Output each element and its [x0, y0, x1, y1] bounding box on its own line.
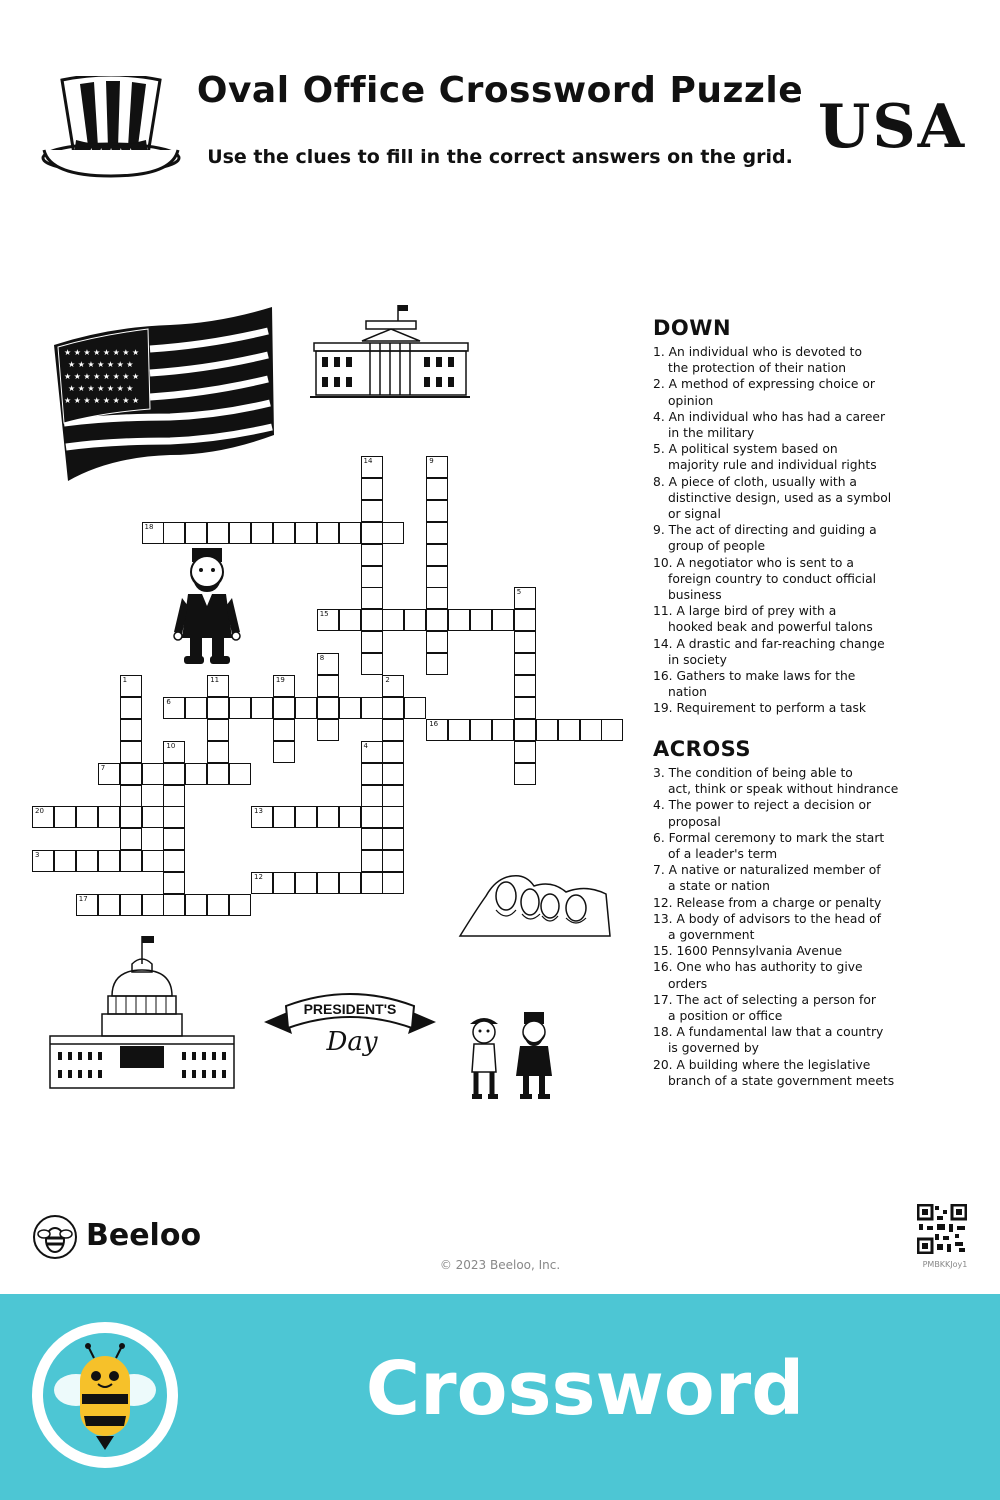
usa-marquee-text: USA [818, 92, 967, 162]
svg-text:★ ★ ★ ★ ★ ★ ★ ★: ★ ★ ★ ★ ★ ★ ★ ★ [64, 396, 140, 405]
crossword-cell[interactable] [382, 719, 404, 741]
clue-number: 7 [100, 763, 106, 772]
clue-number: 14 [363, 457, 373, 465]
crossword-cell[interactable] [295, 872, 317, 894]
clue-line: 17. The act of selecting a person for [653, 992, 876, 1007]
crossword-cell[interactable] [361, 587, 383, 609]
crossword-cell[interactable] [361, 785, 383, 807]
crossword-cell[interactable] [251, 872, 273, 894]
crossword-cell[interactable] [229, 763, 251, 785]
clue-line: in society [668, 652, 727, 667]
crossword-cell[interactable] [295, 522, 317, 544]
crossword-cell[interactable] [185, 894, 207, 916]
crossword-cell[interactable] [163, 806, 185, 828]
crossword-cell[interactable] [207, 675, 229, 697]
crossword-cell[interactable] [142, 522, 164, 544]
crossword-cell[interactable] [404, 697, 426, 719]
across-clue [653, 1024, 953, 1056]
crossword-cell[interactable] [185, 522, 207, 544]
crossword-cell[interactable] [295, 697, 317, 719]
footer-brand-name: Beeloo [86, 1218, 202, 1253]
crossword-cell[interactable] [76, 850, 98, 872]
crossword-cell[interactable] [382, 741, 404, 763]
clue-line: foreign country to conduct official [668, 571, 877, 586]
qr-code-label: PMBKKJoy1 [922, 1260, 968, 1269]
clue-number: 1 [122, 676, 128, 684]
crossword-cell[interactable] [361, 872, 383, 894]
down-clue [653, 441, 953, 473]
across-clue [653, 830, 953, 862]
clue-number: 6 [166, 697, 171, 706]
clue-line: 10. A negotiator who is sent to a [653, 555, 854, 570]
clue-line: 11. A large bird of prey with a [653, 604, 837, 619]
crossword-cell[interactable] [32, 850, 54, 872]
clue-line: 18. A fundamental law that a country [653, 1025, 884, 1040]
crossword-cell[interactable] [580, 719, 602, 741]
crossword-cell[interactable] [361, 609, 383, 631]
across-clue [653, 1057, 953, 1089]
crossword-cell[interactable] [76, 806, 98, 828]
crossword-cell[interactable] [207, 522, 229, 544]
crossword-cell[interactable] [142, 763, 164, 785]
crossword-cell[interactable] [426, 456, 448, 478]
crossword-cell[interactable] [361, 544, 383, 566]
crossword-cell[interactable] [339, 522, 361, 544]
clue-number: 11 [210, 676, 220, 684]
clue-number: 13 [254, 807, 263, 816]
crossword-cell[interactable] [163, 850, 185, 872]
crossword-cell[interactable] [426, 653, 448, 675]
down-clues-section [653, 316, 953, 717]
crossword-cell[interactable] [339, 872, 361, 894]
crossword-cell[interactable] [317, 872, 339, 894]
down-clue [653, 522, 953, 554]
crossword-cell[interactable] [426, 478, 448, 500]
page-subtitle: Use the clues to fill in the correct answers on the grid. [207, 146, 793, 168]
crossword-cell[interactable] [54, 806, 76, 828]
crossword-cell[interactable] [361, 763, 383, 785]
clue-line: 4. The power to reject a decision or [653, 798, 872, 813]
clue-line: 15. 1600 Pennsylvania Avenue [653, 944, 843, 959]
crossword-cell[interactable] [295, 806, 317, 828]
clue-line: 6. Formal ceremony to mark the start [653, 830, 885, 845]
crossword-cell[interactable] [426, 566, 448, 588]
crossword-cell[interactable] [470, 609, 492, 631]
clue-line: nation [668, 685, 707, 700]
crossword-cell[interactable] [32, 806, 54, 828]
clue-number: 4 [363, 741, 368, 750]
svg-text:★ ★ ★ ★ ★ ★ ★: ★ ★ ★ ★ ★ ★ ★ [68, 360, 134, 369]
clue-number: 9 [429, 457, 434, 465]
clue-line: is governed by [668, 1041, 759, 1056]
banner-script: Day [326, 1027, 378, 1057]
clue-number: 3 [35, 851, 40, 860]
crossword-cell[interactable] [317, 719, 339, 741]
crossword-cell[interactable] [339, 806, 361, 828]
down-clue [653, 700, 953, 716]
crossword-cell[interactable] [317, 675, 339, 697]
presidents-figures-icon [462, 1010, 558, 1102]
clue-line: in the military [668, 426, 755, 441]
clue-line: a position or office [668, 1009, 783, 1024]
crossword-cell[interactable] [382, 697, 404, 719]
crossword-cell[interactable] [142, 850, 164, 872]
crossword-cell[interactable] [382, 850, 404, 872]
crossword-cell[interactable] [382, 785, 404, 807]
crossword-cell[interactable] [448, 609, 470, 631]
across-clue [653, 992, 953, 1024]
crossword-cell[interactable] [163, 741, 185, 763]
crossword-cell[interactable] [361, 828, 383, 850]
copyright-text: © 2023 Beeloo, Inc. [439, 1258, 561, 1272]
crossword-cell[interactable] [163, 697, 185, 719]
clue-line: a government [668, 928, 755, 943]
down-clue [653, 668, 953, 700]
crossword-cell[interactable] [120, 785, 142, 807]
crossword-cell[interactable] [361, 456, 383, 478]
clue-line: 3. The condition of being able to [653, 766, 853, 780]
crossword-cell[interactable] [382, 828, 404, 850]
across-clue [653, 765, 953, 797]
clue-line: act, think or speak without hindrance [668, 782, 899, 797]
crossword-cell[interactable] [185, 763, 207, 785]
beeloo-logo-icon [32, 1214, 78, 1260]
crossword-cell[interactable] [207, 894, 229, 916]
clue-line: 7. A native or naturalized member of [653, 863, 881, 878]
crossword-cell[interactable] [470, 719, 492, 741]
crossword-cell[interactable] [514, 631, 536, 653]
crossword-cell[interactable] [426, 544, 448, 566]
clue-line: 2. A method of expressing choice or [653, 377, 875, 392]
crossword-cell[interactable] [426, 631, 448, 653]
clue-line: 20. A building where the legislative [653, 1057, 871, 1072]
crossword-cell[interactable] [536, 719, 558, 741]
crossword-cell[interactable] [273, 522, 295, 544]
across-clue [653, 895, 953, 911]
clue-line: 9. The act of directing and guiding a [653, 523, 877, 538]
crossword-cell[interactable] [514, 609, 536, 631]
down-clue [653, 409, 953, 441]
clue-number: 5 [516, 588, 522, 597]
clue-line: 13. A body of advisors to the head of [653, 911, 882, 926]
crossword-cell[interactable] [361, 478, 383, 500]
crossword-cell[interactable] [229, 697, 251, 719]
banner-title: Crossword [365, 1346, 805, 1432]
clue-line: 16. Gathers to make laws for the [653, 669, 856, 684]
crossword-cell[interactable] [120, 675, 142, 697]
clue-line: majority rule and individual rights [668, 458, 877, 473]
crossword-cell[interactable] [98, 894, 120, 916]
crossword-cell[interactable] [426, 500, 448, 522]
clue-line: business [668, 588, 722, 603]
crossword-cell[interactable] [514, 763, 536, 785]
crossword-cell[interactable] [98, 806, 120, 828]
crossword-cell[interactable] [120, 894, 142, 916]
svg-text:★ ★ ★ ★ ★ ★ ★ ★: ★ ★ ★ ★ ★ ★ ★ ★ [64, 348, 140, 357]
qr-code-icon [917, 1204, 967, 1254]
crossword-cell[interactable] [426, 522, 448, 544]
across-clue [653, 911, 953, 943]
crossword-cell[interactable] [382, 806, 404, 828]
page-title: Oval Office Crossword Puzzle [196, 70, 804, 111]
crossword-cell[interactable] [142, 894, 164, 916]
clue-line: 14. A drastic and far-reaching change [653, 636, 885, 651]
across-clue [653, 862, 953, 894]
clue-line: or signal [668, 507, 721, 522]
down-clue [653, 344, 953, 376]
clue-line: 12. Release from a charge or penalty [653, 895, 882, 910]
crossword-cell[interactable] [382, 609, 404, 631]
down-heading: DOWN [653, 316, 732, 340]
crossword-cell[interactable] [163, 763, 185, 785]
clue-number: 8 [319, 654, 325, 663]
clue-line: 19. Requirement to perform a task [653, 701, 867, 716]
across-clue [653, 943, 953, 959]
clue-line: of a leader's term [668, 847, 778, 862]
clue-number: 16 [429, 719, 439, 728]
across-heading: ACROSS [653, 737, 751, 761]
crossword-cell[interactable] [120, 697, 142, 719]
crossword-cell[interactable] [361, 566, 383, 588]
crossword-cell[interactable] [76, 894, 98, 916]
clue-number: 20 [35, 807, 44, 816]
crossword-cell[interactable] [426, 609, 448, 631]
crossword-cell[interactable] [339, 609, 361, 631]
crossword-cell[interactable] [317, 609, 339, 631]
crossword-cell[interactable] [382, 872, 404, 894]
clue-line: 5. A political system based on [653, 442, 838, 457]
crossword-cell[interactable] [251, 697, 273, 719]
down-clue [653, 555, 953, 604]
down-clue [653, 636, 953, 668]
crossword-cell[interactable] [207, 741, 229, 763]
across-clue [653, 797, 953, 829]
clue-line: proposal [668, 814, 721, 829]
clue-line: 16. One who has authority to give [653, 960, 863, 975]
across-clue-list [653, 765, 953, 1089]
crossword-cell[interactable] [382, 675, 404, 697]
crossword-cell[interactable] [185, 697, 207, 719]
crossword-cell[interactable] [361, 697, 383, 719]
clue-line: distinctive design, used as a symbol [668, 490, 892, 505]
crossword-cell[interactable] [601, 719, 623, 741]
crossword-cell[interactable] [207, 719, 229, 741]
crossword-cell[interactable] [426, 719, 448, 741]
crossword-cell[interactable] [492, 609, 514, 631]
clue-number: 15 [319, 610, 329, 619]
svg-text:★ ★ ★ ★ ★ ★ ★: ★ ★ ★ ★ ★ ★ ★ [68, 384, 134, 393]
crossword-cell[interactable] [207, 763, 229, 785]
crossword-cell[interactable] [317, 697, 339, 719]
clue-line: opinion [668, 393, 714, 408]
crossword-cell[interactable] [514, 587, 536, 609]
crossword-cell[interactable] [120, 763, 142, 785]
crossword-cell[interactable] [361, 806, 383, 828]
crossword-cell[interactable] [514, 719, 536, 741]
crossword-cell[interactable] [273, 872, 295, 894]
crossword-cell[interactable] [558, 719, 580, 741]
clue-line: group of people [668, 539, 766, 554]
crossword-cell[interactable] [120, 719, 142, 741]
clue-line: 8. A piece of cloth, usually with a [653, 474, 857, 489]
down-clue [653, 603, 953, 635]
crossword-cell[interactable] [404, 609, 426, 631]
crossword-cell[interactable] [361, 500, 383, 522]
crossword-cell[interactable] [142, 806, 164, 828]
crossword-cell[interactable] [448, 719, 470, 741]
clue-line: orders [668, 976, 708, 991]
clue-line: the protection of their nation [668, 361, 847, 376]
crossword-cell[interactable] [361, 741, 383, 763]
clue-number: 18 [144, 522, 154, 531]
clue-line: hooked beak and powerful talons [668, 620, 873, 635]
crossword-cell[interactable] [361, 850, 383, 872]
crossword-cell[interactable] [120, 741, 142, 763]
crossword-cell[interactable] [317, 806, 339, 828]
crossword-cell[interactable] [273, 719, 295, 741]
crossword-cell[interactable] [382, 763, 404, 785]
across-clue [653, 959, 953, 991]
across-clues-section [653, 737, 953, 1089]
crossword-cell[interactable] [54, 850, 76, 872]
clue-line: 4. An individual who has had a career [653, 409, 886, 424]
crossword-cell[interactable] [273, 675, 295, 697]
crossword-cell[interactable] [514, 697, 536, 719]
crossword-cell[interactable] [120, 806, 142, 828]
crossword-cell[interactable] [251, 522, 273, 544]
crossword-cell[interactable] [317, 653, 339, 675]
banner-text: PRESIDENT'S [303, 1001, 397, 1017]
crossword-cell[interactable] [273, 806, 295, 828]
crossword-cell[interactable] [163, 522, 185, 544]
crossword-cell[interactable] [120, 850, 142, 872]
crossword-cell[interactable] [382, 522, 404, 544]
crossword-cell[interactable] [229, 522, 251, 544]
crossword-cell[interactable] [163, 785, 185, 807]
clue-line: 1. An individual who is devoted to [653, 345, 862, 359]
crossword-cell[interactable] [98, 850, 120, 872]
crossword-cell[interactable] [514, 675, 536, 697]
crossword-cell[interactable] [207, 697, 229, 719]
crossword-cell[interactable] [120, 828, 142, 850]
crossword-cell[interactable] [163, 894, 185, 916]
crossword-cell[interactable] [514, 653, 536, 675]
down-clue [653, 474, 953, 523]
crossword-cell[interactable] [317, 522, 339, 544]
crossword-cell[interactable] [229, 894, 251, 916]
crossword-cell[interactable] [251, 806, 273, 828]
crossword-cell[interactable] [273, 741, 295, 763]
clue-number: 10 [166, 741, 176, 750]
crossword-cell[interactable] [426, 587, 448, 609]
svg-text:★ ★ ★ ★ ★ ★ ★ ★: ★ ★ ★ ★ ★ ★ ★ ★ [64, 372, 140, 381]
clue-number: 2 [385, 676, 390, 684]
down-clue [653, 376, 953, 408]
crossword-cell[interactable] [339, 697, 361, 719]
crossword-cell[interactable] [514, 741, 536, 763]
clue-number: 19 [275, 676, 285, 684]
clue-line: a state or nation [668, 879, 770, 894]
crossword-cell[interactable] [361, 522, 383, 544]
clue-number: 12 [254, 873, 263, 882]
crossword-cell[interactable] [361, 631, 383, 653]
crossword-cell[interactable] [163, 828, 185, 850]
clue-number: 17 [78, 895, 88, 903]
down-clue-list [653, 344, 953, 717]
clue-line: branch of a state government meets [668, 1073, 895, 1088]
crossword-cell[interactable] [492, 719, 514, 741]
bee-mascot-icon [30, 1320, 180, 1470]
crossword-cell[interactable] [361, 653, 383, 675]
crossword-cell[interactable] [273, 697, 295, 719]
crossword-cell[interactable] [98, 763, 120, 785]
crossword-cell[interactable] [163, 872, 185, 894]
